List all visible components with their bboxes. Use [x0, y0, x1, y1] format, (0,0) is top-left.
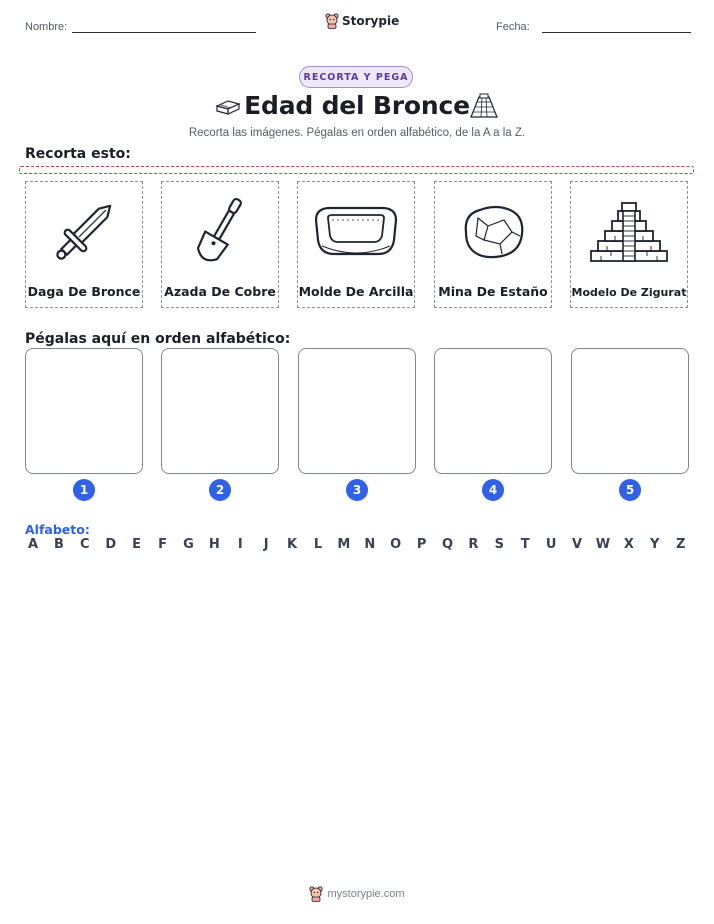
paste-section-label: Pégalas aquí en orden alfabético: [25, 331, 291, 347]
cut-card[interactable] [161, 181, 279, 308]
slot-number: 5 [619, 479, 641, 501]
alphabet-label: Alfabeto: [25, 522, 90, 537]
alphabet-letter: M [337, 537, 351, 552]
name-line[interactable] [72, 32, 256, 33]
alphabet-letter: P [416, 537, 427, 552]
alphabet-letter: J [263, 537, 269, 552]
alphabet-letter: X [623, 537, 634, 552]
card-label: Daga De Bronce [27, 284, 141, 299]
cut-strip [19, 166, 694, 174]
alphabet-letter: G [183, 537, 194, 552]
paste-slot[interactable] [571, 348, 689, 474]
storypie-logo [325, 13, 399, 29]
footer-url[interactable]: mystorypie.com [327, 888, 405, 900]
clay-mold-icon [308, 200, 404, 264]
dagger-icon [49, 193, 119, 271]
date-line[interactable] [542, 32, 691, 33]
paste-slot[interactable] [161, 348, 279, 474]
alphabet-letter: F [158, 537, 167, 552]
brand-name: Storypie [342, 14, 400, 28]
alphabet-letter: T [520, 537, 530, 552]
alphabet-letter: H [208, 537, 220, 552]
card-label: Azada De Cobre [164, 284, 276, 299]
alphabet-letter: U [545, 537, 557, 552]
paste-slot[interactable] [298, 348, 416, 474]
card-label: Modelo De Zigurat [571, 286, 687, 299]
paste-slot[interactable] [25, 348, 143, 474]
alphabet-letter: V [572, 537, 583, 552]
cut-card[interactable] [570, 181, 688, 308]
page-title: Edad del Bronce [244, 91, 470, 120]
hoe-icon [185, 193, 255, 271]
alphabet-letter: B [53, 537, 64, 552]
instructions: Recorta las imágenes. Pégalas en orden alfabético, de la A a la Z. [188, 127, 526, 139]
alphabet-letter: W [595, 537, 611, 552]
cut-card[interactable] [25, 181, 143, 308]
alphabet-letter: O [390, 537, 402, 552]
alphabet-letter: Z [675, 537, 686, 552]
ziggurat-icon [589, 201, 669, 263]
alphabet-letter: K [287, 537, 298, 552]
cut-card[interactable] [297, 181, 415, 308]
paste-slot[interactable] [434, 348, 552, 474]
cut-section-label: Recorta esto: [25, 146, 131, 162]
cut-card[interactable] [434, 181, 552, 308]
pyramid-title-icon [467, 92, 501, 120]
slot-number: 4 [482, 479, 504, 501]
alphabet-letter: Y [650, 537, 660, 552]
date-label: Fecha: [496, 21, 530, 33]
alphabet-letter: I [237, 537, 243, 552]
alphabet-letter: N [364, 537, 376, 552]
bear-mascot-icon [309, 886, 323, 902]
activity-badge: RECORTA Y PEGA [299, 66, 413, 88]
slot-number: 2 [209, 479, 231, 501]
bear-mascot-icon [325, 13, 339, 29]
alphabet-letter: S [494, 537, 504, 552]
tin-ore-icon [458, 202, 528, 262]
slot-number: 1 [73, 479, 95, 501]
name-label: Nombre: [25, 21, 68, 33]
alphabet-letter: A [27, 537, 39, 552]
card-label: Molde De Arcilla [298, 284, 414, 299]
footer [0, 886, 714, 902]
alphabet-row [25, 537, 689, 552]
slot-number: 3 [346, 479, 368, 501]
alphabet-letter: E [132, 537, 142, 552]
alphabet-letter: R [468, 537, 479, 552]
alphabet-letter: D [105, 537, 117, 552]
alphabet-letter: L [313, 537, 323, 552]
alphabet-letter: Q [441, 537, 454, 552]
card-label: Mina De Estaño [438, 284, 548, 299]
alphabet-letter: C [80, 537, 90, 552]
